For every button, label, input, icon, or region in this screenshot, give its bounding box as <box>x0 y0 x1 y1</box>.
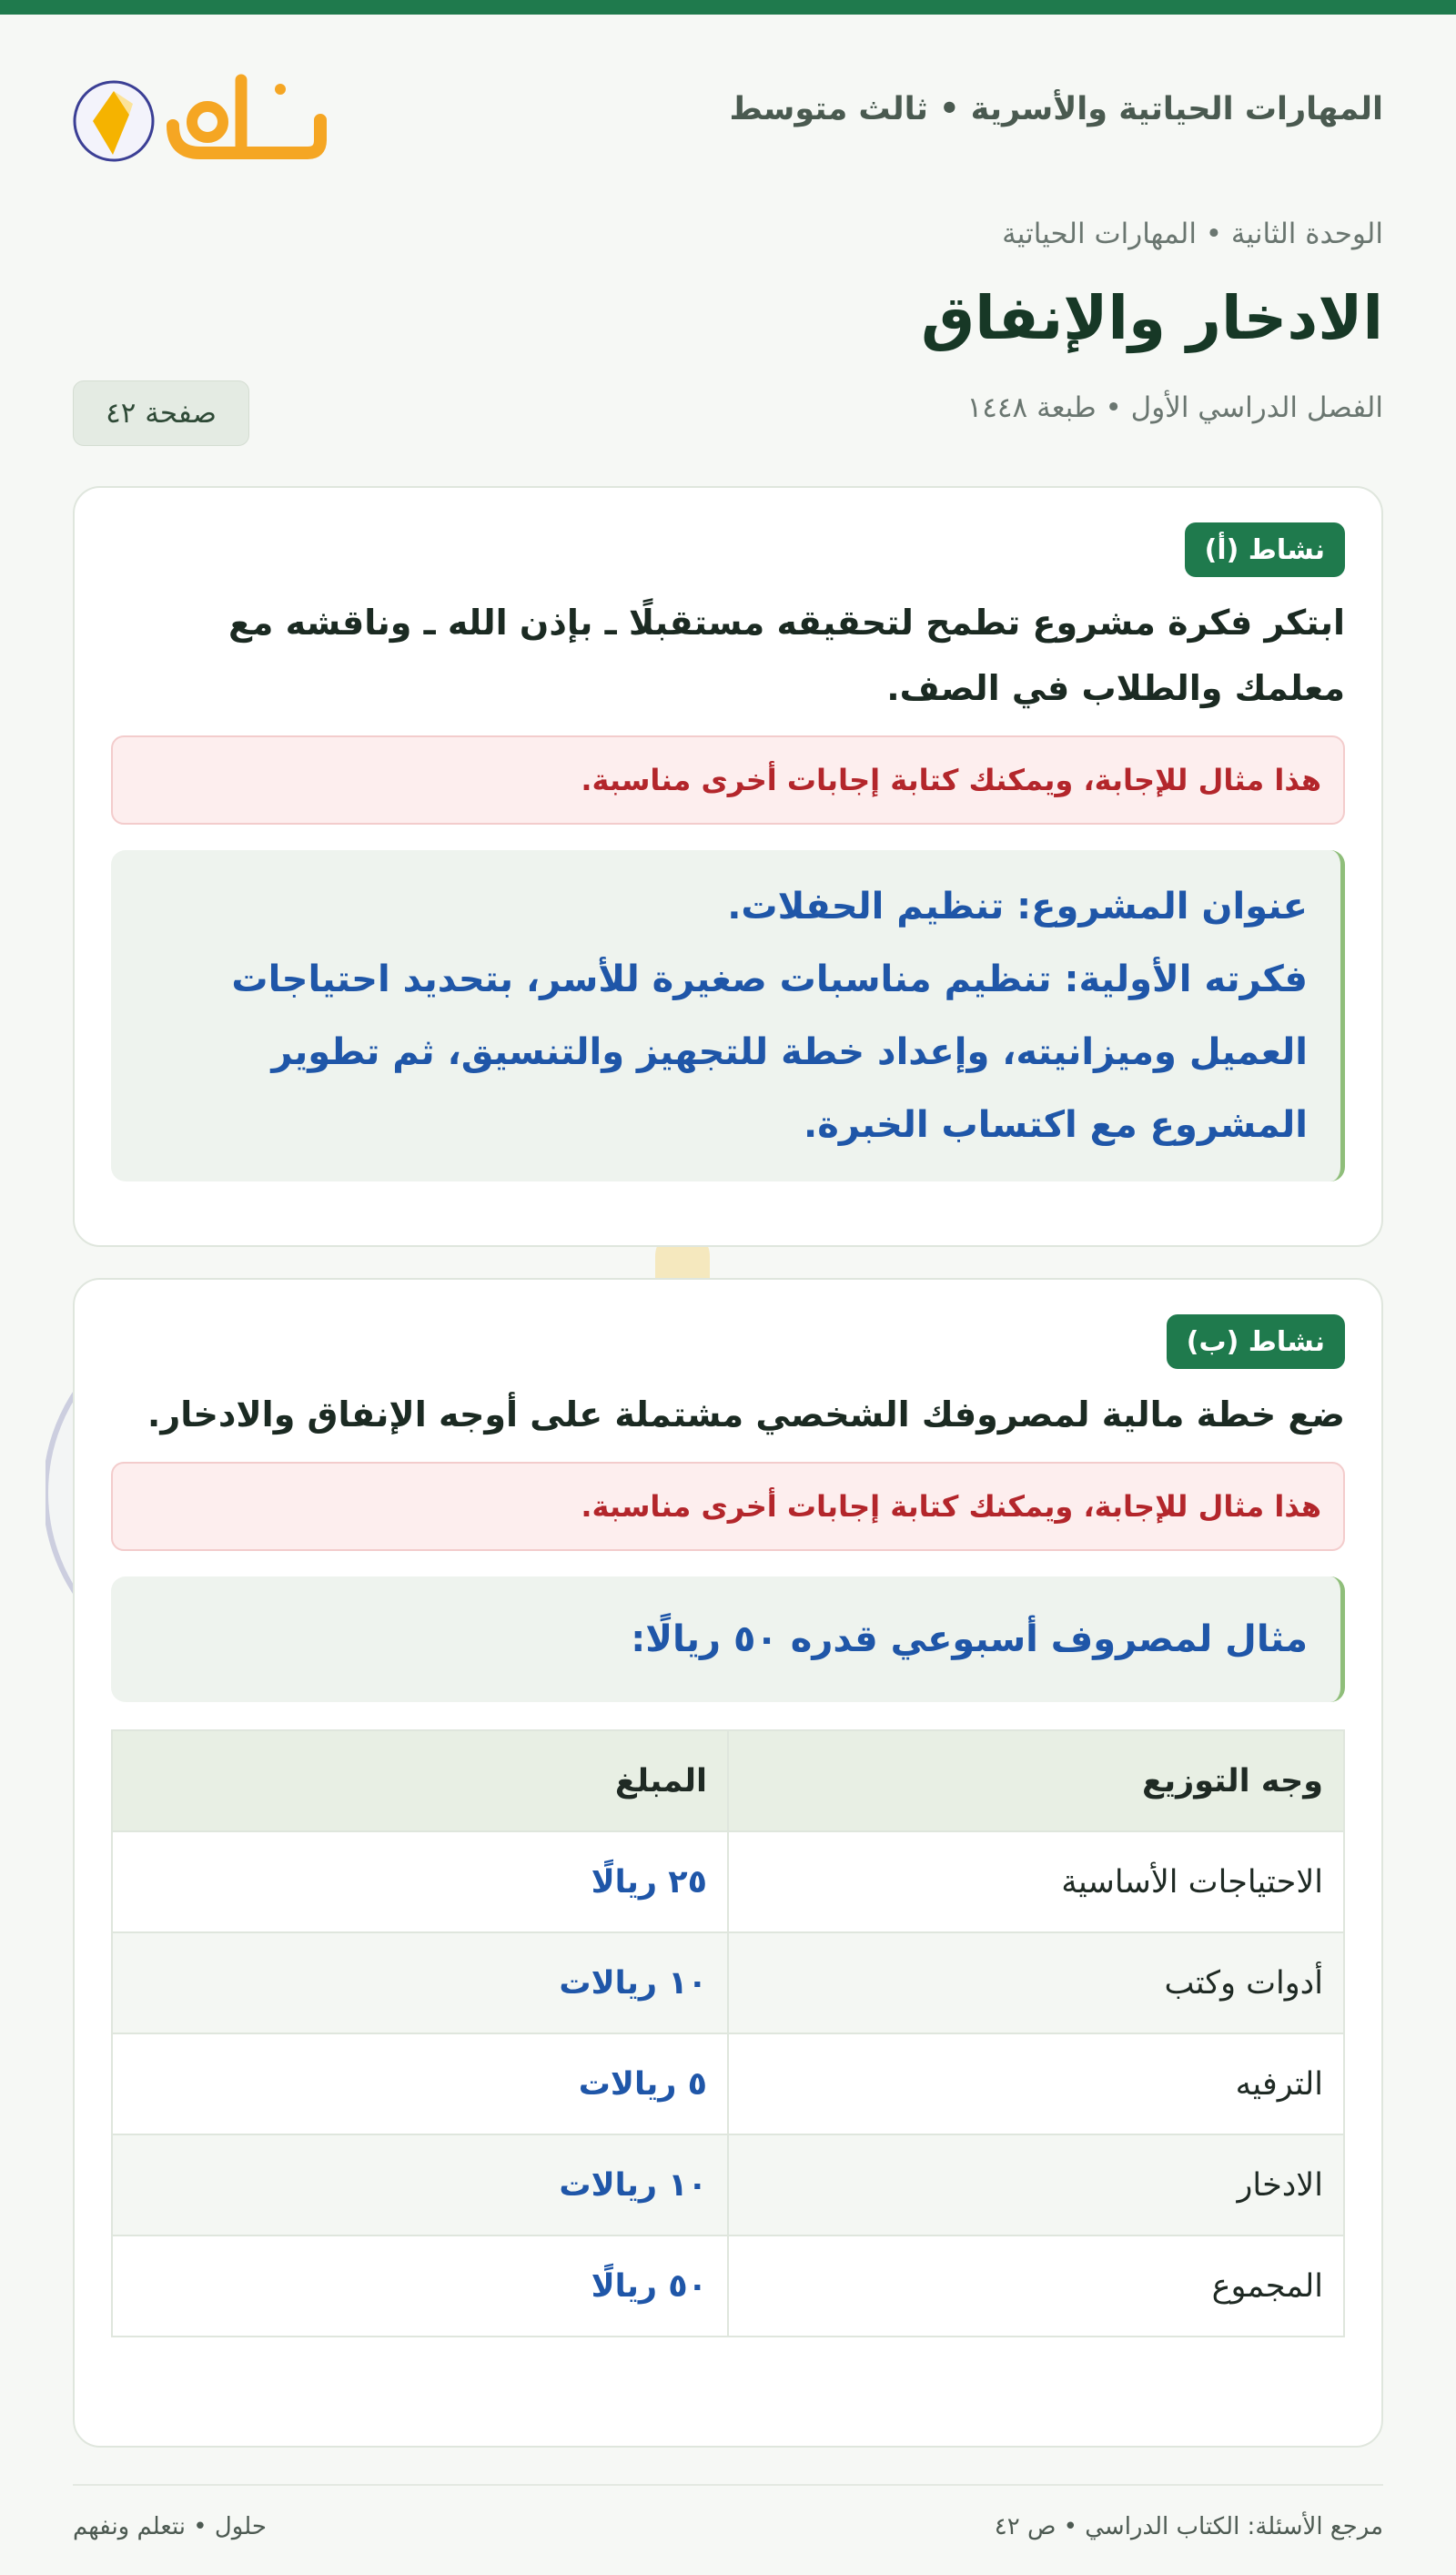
hulool-logo <box>73 62 337 180</box>
semester-label: الفصل الدراسي الأول • طبعة ١٤٤٨ <box>966 391 1383 424</box>
page-number-badge: صفحة ٤٢ <box>73 380 249 446</box>
activity-a-note: هذا مثال للإجابة، ويمكنك كتابة إجابات أخرى مناسبة. <box>111 735 1345 825</box>
table-cell-category: أدوات وكتب <box>728 1932 1344 2033</box>
table-cell-category: المجموع <box>728 2235 1344 2337</box>
column-header: المبلغ <box>112 1730 728 1831</box>
page-footer <box>73 2486 1383 2550</box>
activity-a-question: ابتكر فكرة مشروع تطمح لتحقيقه مستقبلًا ـ بإذن الله ـ وناقشه مع معلمك والطلاب في الصف. <box>228 603 1345 708</box>
activity-b-card <box>73 1278 1383 2448</box>
table-row <box>112 2033 1344 2134</box>
page-title: الادخار والإنفاق <box>921 283 1383 353</box>
activity-a-badge: نشاط (أ) <box>1185 522 1345 577</box>
table-cell-amount: ٢٥ ريالًا <box>112 1831 728 1932</box>
activity-b-answer: مثال لمصروف أسبوعي قدره ٥٠ ريالًا: <box>111 1576 1345 1702</box>
column-header: وجه التوزيع <box>728 1730 1344 1831</box>
table-cell-amount: ١٠ ريالات <box>112 1932 728 2033</box>
budget-table <box>111 1729 1345 2337</box>
table-row <box>112 1831 1344 1932</box>
activity-b-question: ضع خطة مالية لمصروفك الشخصي مشتملة على أوجه الإنفاق والادخار. <box>147 1394 1345 1434</box>
unit-label: الوحدة الثانية • المهارات الحياتية <box>1002 218 1383 250</box>
table-header-row <box>112 1730 1344 1831</box>
table-cell-amount: ٥٠ ريالًا <box>112 2235 728 2337</box>
table-row <box>112 2134 1344 2235</box>
answer-project-title: عنوان المشروع: تنظيم الحفلات. <box>727 886 1308 928</box>
footer-brand: حلول • نتعلم ونفهم <box>73 2513 267 2540</box>
answer-project-idea: فكرته الأولية: تنظيم مناسبات صغيرة للأسر، بتحديد احتياجات العميل وميزانيته، وإعداد خطة للتجهيز والتنسيق، ثم تطوير المشروع مع اكتساب الخبرة. <box>231 958 1308 1146</box>
table-cell-amount: ١٠ ريالات <box>112 2134 728 2235</box>
top-accent-bar <box>0 0 1456 15</box>
table-cell-category: الترفيه <box>728 2033 1344 2134</box>
table-cell-amount: ٥ ريالات <box>112 2033 728 2134</box>
activity-a-card <box>73 486 1383 1247</box>
table-row <box>112 1932 1344 2033</box>
activity-b-badge: نشاط (ب) <box>1167 1314 1345 1369</box>
table-row-total <box>112 2235 1344 2337</box>
footer-reference: مرجع الأسئلة: الكتاب الدراسي • ص ٤٢ <box>994 2513 1383 2540</box>
activity-b-note: هذا مثال للإجابة، ويمكنك كتابة إجابات أخرى مناسبة. <box>111 1462 1345 1551</box>
subject-title: المهارات الحياتية والأسرية • ثالث متوسط <box>729 91 1383 127</box>
activity-a-answer <box>111 850 1345 1181</box>
table-cell-category: الاحتياجات الأساسية <box>728 1831 1344 1932</box>
table-cell-category: الادخار <box>728 2134 1344 2235</box>
page-header <box>73 15 1383 213</box>
